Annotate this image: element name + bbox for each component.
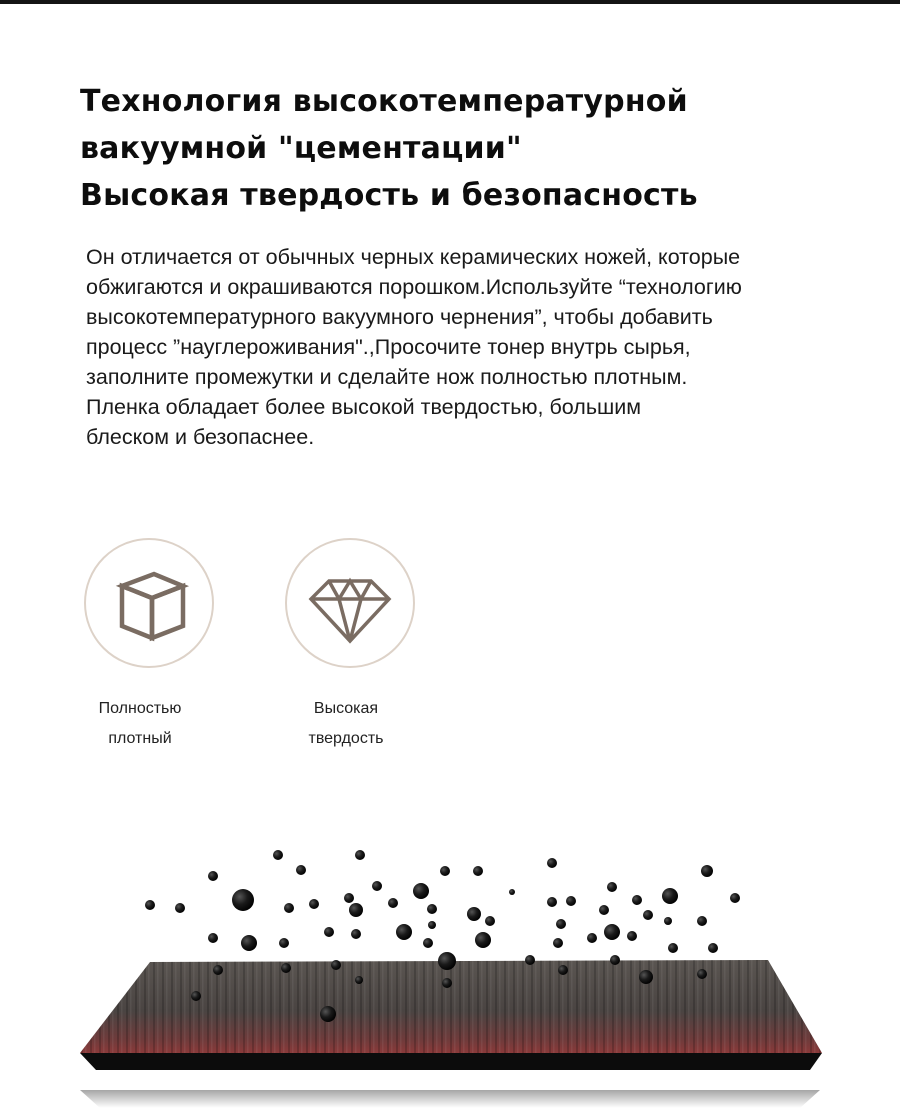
- description-paragraph: [86, 242, 866, 452]
- page-heading: [80, 78, 698, 219]
- description-line: Он отличается от обычных черных керамических ножей, которые: [86, 245, 741, 269]
- description-line: процесс ”науглероживания".,Просочите тонер внутрь сырья,: [86, 335, 691, 359]
- heading-line-2: вакуумной "цементации": [80, 131, 522, 166]
- top-border: [0, 0, 900, 4]
- heading-line-3: Высокая твердость и безопасность: [80, 178, 698, 213]
- description-line: Пленка обладает более высокой твердостью, большим: [86, 395, 642, 419]
- description-line: блеском и безопаснее.: [86, 425, 315, 449]
- feature-hardness-label: [276, 694, 416, 754]
- feature-dense-label: [70, 694, 210, 754]
- feature-label-line: плотный: [108, 730, 172, 747]
- diamond-icon: [287, 540, 413, 666]
- cube-icon: [86, 540, 212, 666]
- feature-hardness-circle: [285, 538, 415, 668]
- carbonization-illustration: [0, 830, 900, 1114]
- feature-dense-circle: [84, 538, 214, 668]
- description-line: обжигаются и окрашиваются порошком.Используйте “технологию: [86, 275, 742, 299]
- description-line: высокотемпературного вакуумного чернения”, чтобы добавить: [86, 305, 713, 329]
- feature-label-line: Высокая: [313, 700, 379, 717]
- heading-line-1: Технология высокотемпературной: [80, 84, 688, 119]
- feature-label-line: твердость: [308, 730, 384, 747]
- description-line: заполните промежутки и сделайте нож полностью плотным.: [86, 365, 688, 389]
- feature-label-line: Полностью: [98, 700, 182, 717]
